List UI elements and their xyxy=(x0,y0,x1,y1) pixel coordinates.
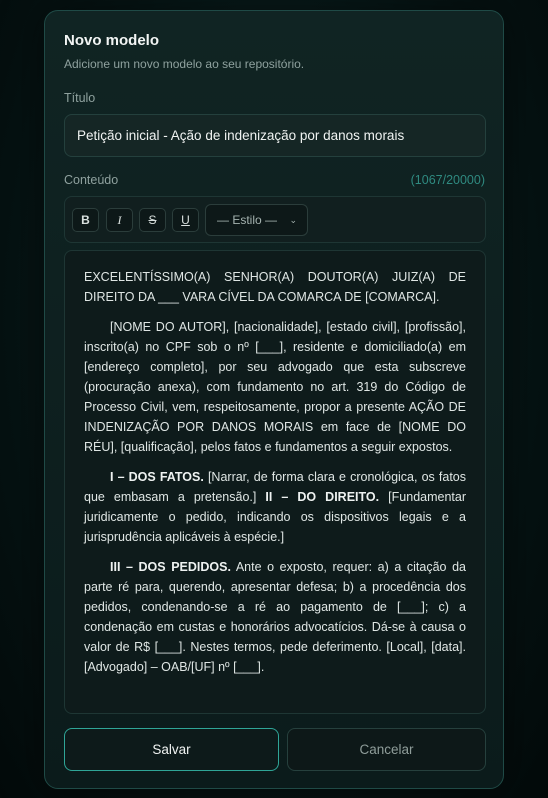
law-heading: II – DO DIREITO. xyxy=(265,490,380,504)
editor-paragraph-3 xyxy=(84,467,466,547)
law-text: [Fundamentar juridicamente o pedido, indicando os dispositivos legais e a jurisprudência aplicáveis à espécie.] xyxy=(84,490,467,544)
facts-heading: I – DOS FATOS. xyxy=(110,470,204,484)
content-label: Conteúdo xyxy=(64,173,119,187)
italic-button[interactable]: I xyxy=(106,208,133,232)
editor-paragraph-4 xyxy=(84,557,466,677)
chevron-down-icon: ⌄ xyxy=(289,215,297,225)
new-template-modal xyxy=(44,10,504,789)
requests-text: Ante o exposto, requer: a) a citação da parte ré para, querendo, apresentar defesa; b) a procedência dos pedidos, condenando-se a ré ao pagamento de [___]; c) a condenação em custas e honorários advocatícios. Dá-se à causa o valor de R$ [___]. Nestes termos, pede deferimento. [Local], [data]. [Advogado] – OAB/[UF] nº [___]. xyxy=(84,560,466,674)
strikethrough-button[interactable]: S xyxy=(139,208,166,232)
style-select-label: — Estilo — xyxy=(217,213,278,227)
modal-subtitle: Adicione um novo modelo ao seu repositório. xyxy=(64,57,305,71)
editor-paragraph-1: EXCELENTÍSSIMO(A) SENHOR(A) DOUTOR(A) JUIZ(A) DE DIREITO DA ___ VARA CÍVEL DA COMARCA DE [COMARCA]. xyxy=(84,270,466,304)
title-label: Título xyxy=(64,91,96,105)
facts-text: [Narrar, de forma clara e cronológica, os fatos que embasam a pretensão.] xyxy=(84,470,467,504)
save-button[interactable]: Salvar xyxy=(64,728,279,771)
cancel-button[interactable]: Cancelar xyxy=(287,728,486,771)
content-editor[interactable] xyxy=(64,250,486,714)
requests-heading: III – DOS PEDIDOS. xyxy=(110,560,231,574)
editor-paragraph-2: [NOME DO AUTOR], [nacionalidade], [estado civil], [profissão], inscrito(a) no CPF sob o nº [___], residente e domiciliado(a) em [endereço completo], por seu advogado que esta subscreve (procuração anexa), com fundamento no art. 319 do Código de Processo Civil, vem, respeitosamente, propor a presente AÇÃO DE INDENIZAÇÃO POR DANOS MORAIS em face de [NOME DO RÉU], [qualificação], pelos fatos e fundamentos a seguir expostos. xyxy=(84,320,466,454)
title-input[interactable]: Petição inicial - Ação de indenização por danos morais xyxy=(64,114,486,157)
character-counter: (1067/20000) xyxy=(410,173,485,187)
bold-button[interactable]: B xyxy=(72,208,99,232)
style-select[interactable] xyxy=(205,204,308,236)
modal-title: Novo modelo xyxy=(64,32,160,49)
formatting-toolbar xyxy=(64,196,486,243)
underline-button[interactable]: U xyxy=(172,208,199,232)
